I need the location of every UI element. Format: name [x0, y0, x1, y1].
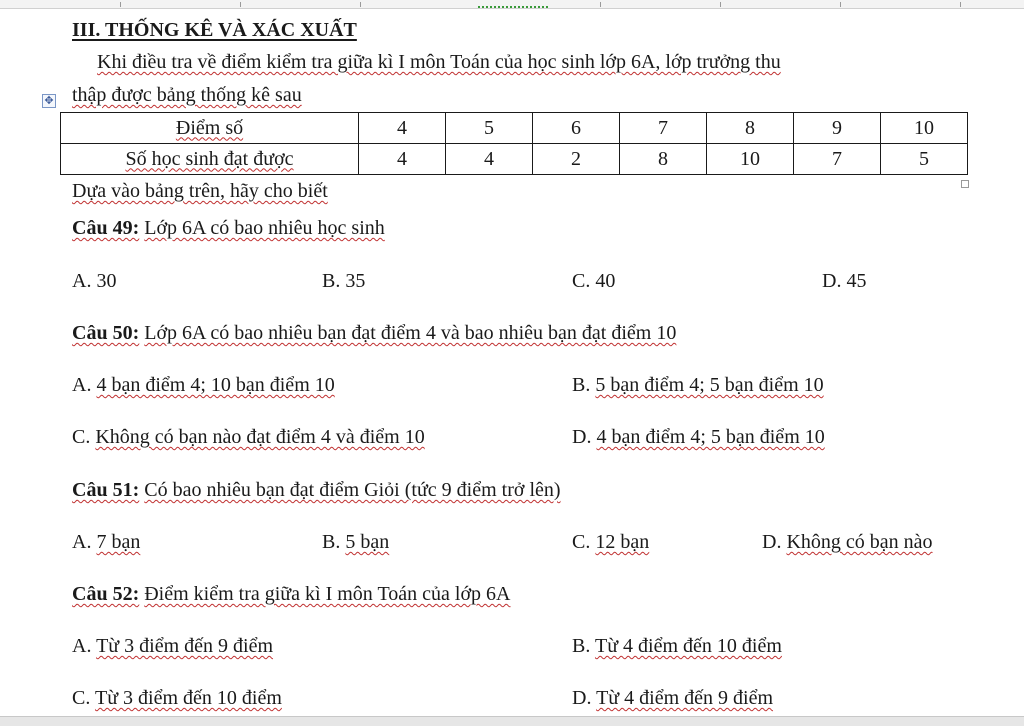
table-cell[interactable]: 2: [533, 144, 620, 175]
table-header-cell[interactable]: [61, 144, 359, 175]
option-letter: B.: [322, 531, 341, 553]
ruler-tick: [600, 2, 601, 7]
question-text: Lớp 6A có bao nhiêu bạn đạt điểm 4 và bao nhiêu bạn đạt điểm 10: [144, 322, 677, 344]
prompt-label: Dựa vào bảng trên, hãy cho biết: [72, 180, 328, 202]
option-text: Không có bạn nào: [786, 531, 933, 553]
cell-text: Điểm số: [175, 116, 244, 139]
question-text: Lớp 6A có bao nhiêu học sinh: [144, 217, 385, 239]
option-text: Từ 3 điểm đến 9 điểm: [96, 635, 274, 657]
option-c[interactable]: [572, 530, 649, 554]
option-text: Từ 3 điểm đến 10 điểm: [94, 687, 282, 709]
intro-text: Khi điều tra về điểm kiểm tra giữa kì I môn Toán của học sinh lớp 6A, lớp trưởng thu: [97, 51, 781, 73]
option-letter: A.: [72, 270, 92, 292]
option-letter: D.: [572, 426, 592, 448]
option-a[interactable]: [72, 373, 335, 397]
table-cell[interactable]: 7: [794, 144, 881, 175]
option-b[interactable]: [572, 634, 782, 658]
option-text: Từ 4 điểm đến 9 điểm: [596, 687, 774, 709]
option-d[interactable]: [572, 686, 773, 710]
statistics-table: [60, 112, 968, 175]
option-text: 5 bạn: [345, 531, 390, 553]
option-b[interactable]: [322, 530, 389, 554]
option-letter: D.: [762, 531, 782, 553]
table-cell[interactable]: 4: [359, 113, 446, 144]
ruler-tick: [240, 2, 241, 7]
option-letter: D.: [822, 270, 842, 292]
option-text: 4 bạn điểm 4; 10 bạn điểm 10: [96, 374, 335, 396]
option-d[interactable]: [762, 530, 933, 554]
table-row: [61, 113, 968, 144]
table-cell[interactable]: 10: [881, 113, 968, 144]
table-header-cell[interactable]: [61, 113, 359, 144]
section-title: III. THỐNG KÊ VÀ XÁC XUẤT: [72, 19, 357, 41]
table-cell[interactable]: 7: [620, 113, 707, 144]
option-letter: B.: [572, 374, 591, 396]
option-text: 4 bạn điểm 4; 5 bạn điểm 10: [596, 426, 825, 448]
option-c[interactable]: [72, 686, 282, 710]
question-50: [72, 321, 676, 345]
question-label: Câu 49:: [72, 217, 140, 239]
option-d[interactable]: [572, 425, 825, 449]
question-label: Câu 52:: [72, 583, 140, 605]
table-cell[interactable]: 6: [533, 113, 620, 144]
option-letter: C.: [572, 270, 591, 292]
intro-paragraph-line-2: [72, 83, 302, 107]
question-49: [72, 216, 385, 240]
table-cell[interactable]: 8: [707, 113, 794, 144]
table-cell[interactable]: 10: [707, 144, 794, 175]
option-letter: D.: [572, 687, 592, 709]
table-cell[interactable]: 5: [446, 113, 533, 144]
table-row: [61, 144, 968, 175]
table-cell[interactable]: 8: [620, 144, 707, 175]
option-text: 7 bạn: [96, 531, 141, 553]
question-label: Câu 51:: [72, 479, 140, 501]
question-52: [72, 582, 510, 606]
option-letter: C.: [72, 426, 91, 448]
option-letter: B.: [322, 270, 341, 292]
ruler-column-marker: [478, 6, 548, 10]
table-cell[interactable]: 4: [359, 144, 446, 175]
option-text: Từ 4 điểm đến 10 điểm: [594, 635, 782, 657]
ruler-tick: [120, 2, 121, 7]
table-cell[interactable]: 5: [881, 144, 968, 175]
question-label: Câu 50:: [72, 322, 140, 344]
option-d[interactable]: [822, 269, 866, 293]
option-text: 30: [96, 270, 117, 292]
ruler-tick: [360, 2, 361, 7]
option-text: 5 bạn điểm 4; 5 bạn điểm 10: [595, 374, 824, 396]
ruler-tick: [720, 2, 721, 7]
option-a[interactable]: [72, 530, 140, 554]
option-b[interactable]: [322, 269, 365, 293]
option-a[interactable]: [72, 269, 116, 293]
question-text: Điểm kiểm tra giữa kì I môn Toán của lớp 6A: [144, 583, 511, 605]
table-resize-handle[interactable]: [961, 180, 969, 188]
option-letter: C.: [72, 687, 91, 709]
option-text: 40: [595, 270, 616, 292]
question-51: [72, 478, 561, 502]
table-move-handle-icon[interactable]: ✥: [42, 94, 56, 108]
prompt-text: [72, 179, 328, 203]
ruler-tick: [840, 2, 841, 7]
option-letter: A.: [72, 635, 92, 657]
table-cell[interactable]: 9: [794, 113, 881, 144]
option-letter: C.: [572, 531, 591, 553]
option-text: Không có bạn nào đạt điểm 4 và điểm 10: [95, 426, 425, 448]
option-letter: A.: [72, 374, 92, 396]
option-text: 45: [846, 270, 867, 292]
option-c[interactable]: [572, 269, 615, 293]
horizontal-ruler[interactable]: [0, 0, 1024, 9]
intro-text: thập được bảng thống kê sau: [72, 84, 302, 106]
option-text: 35: [345, 270, 366, 292]
option-letter: A.: [72, 531, 92, 553]
option-b[interactable]: [572, 373, 824, 397]
cell-text: Số học sinh đạt được: [125, 147, 294, 170]
table-cell[interactable]: 4: [446, 144, 533, 175]
option-c[interactable]: [72, 425, 425, 449]
question-text: Có bao nhiêu bạn đạt điểm Giỏi (tức 9 điểm trở lên): [144, 479, 561, 501]
ruler-tick: [960, 2, 961, 7]
option-letter: B.: [572, 635, 591, 657]
option-text: 12 bạn: [595, 531, 650, 553]
option-a[interactable]: [72, 634, 273, 658]
intro-paragraph-line-1: [97, 50, 781, 74]
